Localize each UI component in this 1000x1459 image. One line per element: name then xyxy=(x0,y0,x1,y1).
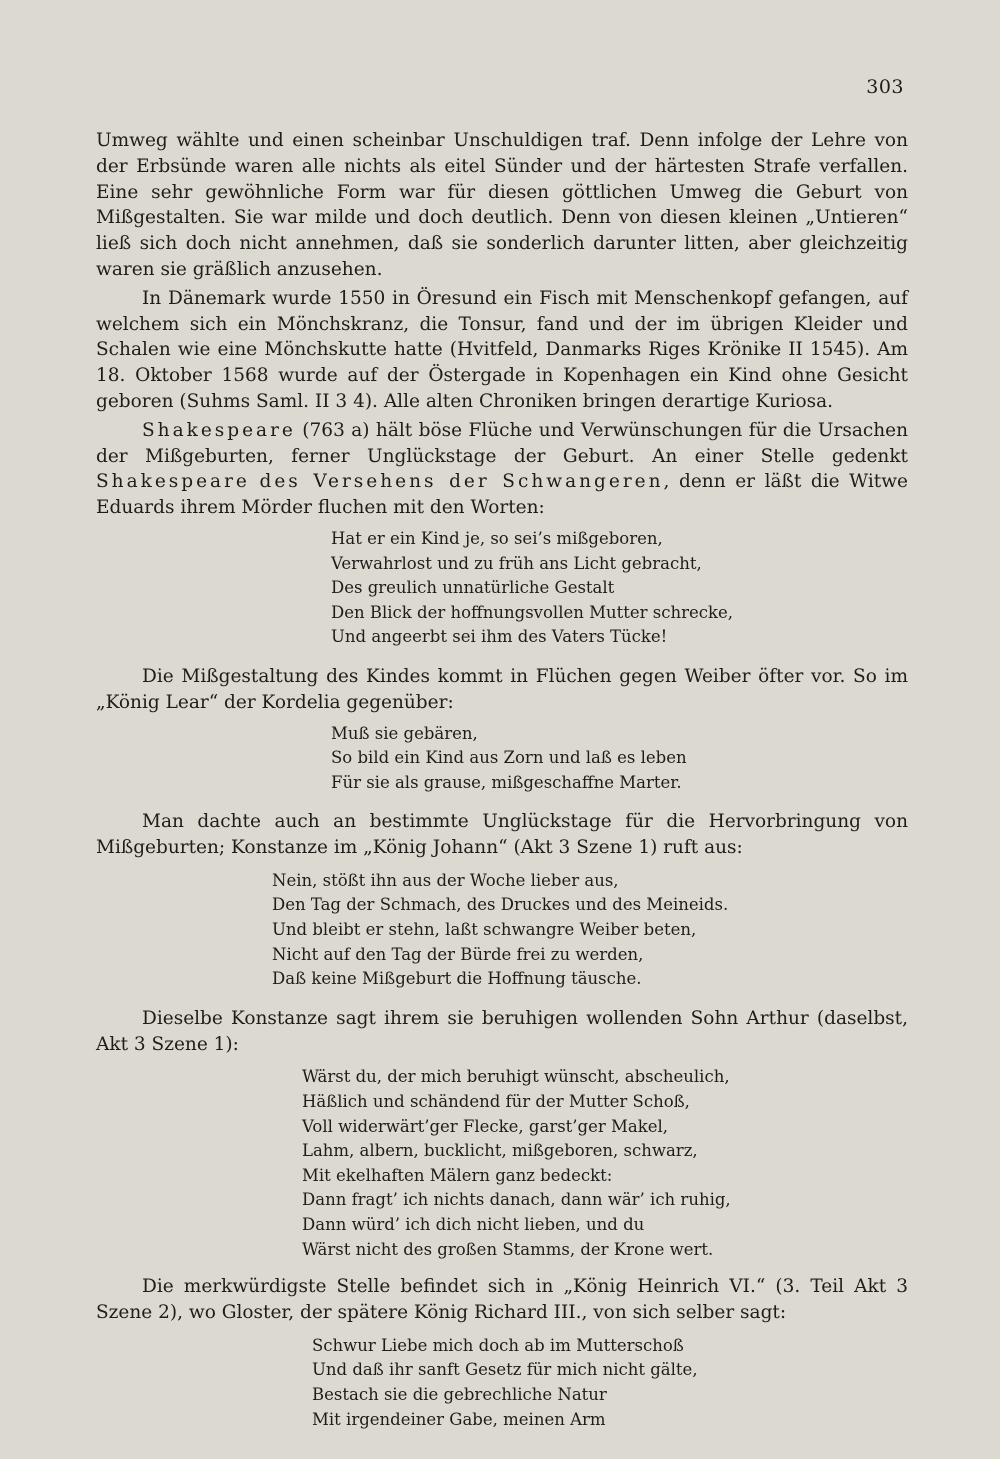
verse-line: Und angeerbt sei ihm des Vaters Tücke! xyxy=(331,627,668,647)
paragraph-3-text-2: , denn er läßt die Witwe Eduards ihrem Mörder fluchen mit den Worten: xyxy=(96,471,909,519)
page-number: 303 xyxy=(866,76,904,98)
paragraph-2: In Dänemark wurde 1550 in Öresund ein Fisch mit Menschenkopf gefangen, auf welchem sich ein Mönchskranz, die Tonsur, fand und der im übrigen Kleider und Schalen wie eine Mönchskutte hatte (Hvitfeld, Danmarks Riges Krönike II 1545). Am 18. Oktober 1568 wurde auf der Östergade in Kopenhagen ein Kind ohne Gesicht geboren (Suhms Saml. II 3 4). Alle alten Chroniken bringen derartige Kuriosa. xyxy=(96,287,908,412)
author-name: Shakespeare xyxy=(96,471,250,493)
verse-line: Muß sie gebären, xyxy=(331,723,478,743)
verse-block-1 xyxy=(96,527,908,650)
verse-line: Schwur Liebe mich doch ab im Mutterschoß xyxy=(312,1335,684,1355)
paragraph-4: Die Mißgestaltung des Kindes kommt in Flüchen gegen Weiber öfter vor. So im „König Lear“ der Kordelia gegenüber: xyxy=(96,665,908,713)
verse-line: Den Blick der hoffnungsvollen Mutter schrecke, xyxy=(331,602,734,622)
paragraph-5: Man dachte auch an bestimmte Unglückstage für die Hervorbringung von Mißgeburten; Konstanze im „König Johann“ (Akt 3 Szene 1) ruft aus: xyxy=(96,811,908,859)
author-name: Shakespeare xyxy=(142,419,296,441)
verse-block-3 xyxy=(96,869,908,992)
verse-line: Voll widerwärt’ger Flecke, garst’ger Makel, xyxy=(302,1116,669,1136)
verse-line: Mit irgendeiner Gabe, meinen Arm xyxy=(312,1409,606,1429)
verse-line: Verwahrlost und zu früh ans Licht gebracht, xyxy=(331,553,702,573)
paragraph-3-text-1: (763 a) hält böse Flüche und Verwünschungen für die Ursachen der Mißgeburten, ferner Unglückstage der Geburt. An einer Stelle gedenkt xyxy=(96,419,908,467)
verse-line: Dann würd’ ich dich nicht lieben, und du xyxy=(302,1215,645,1235)
verse-block-5 xyxy=(96,1334,908,1432)
verse-line: Dann fragt’ ich nichts danach, dann wär’ ich ruhig, xyxy=(302,1190,731,1210)
verse-line: Wärst du, der mich beruhigt wünscht, abscheulich, xyxy=(302,1067,730,1087)
paragraph-3 xyxy=(96,418,908,521)
paragraph-1: Umweg wählte und einen scheinbar Unschuldigen traf. Denn infolge der Lehre von der Erbsünde waren alle nichts als eitel Sünder und der härtesten Strafe verfallen. Eine sehr gewöhnliche Form war für diesen göttlichen Umweg die Geburt von Mißgestalten. Sie war milde und doch deutlich. Denn von diesen kleinen „Untieren“ ließ sich doch nicht annehmen, daß sie sonderlich darunter litten, aber gleichzeitig waren sie gräßlich anzusehen. xyxy=(96,130,908,280)
verse-line: Und bleibt er stehn, laßt schwangre Weiber beten, xyxy=(272,920,697,940)
verse-line: Für sie als grause, mißgeschaffne Marter. xyxy=(331,772,682,792)
paragraph-7: Die merkwürdigste Stelle befindet sich in „König Heinrich VI.“ (3. Teil Akt 3 Szene 2), wo Gloster, der spätere König Richard III., von sich selber sagt: xyxy=(96,1276,908,1323)
verse-block-4 xyxy=(96,1065,908,1262)
verse-line: Den Tag der Schmach, des Druckes und des Meineids. xyxy=(272,895,729,915)
verse-line: Mit ekelhaften Mälern ganz bedeckt: xyxy=(302,1165,613,1185)
verse-line: Daß keine Mißgeburt die Hoffnung täusche. xyxy=(272,969,642,989)
verse-line: So bild ein Kind aus Zorn und laß es leben xyxy=(331,748,687,768)
verse-line: Nein, stößt ihn aus der Woche lieber aus, xyxy=(272,870,619,890)
verse-line: Und daß ihr sanft Gesetz für mich nicht gälte, xyxy=(312,1360,698,1380)
emphasized-phrase: des Versehens der Schwangeren xyxy=(259,471,664,493)
verse-line: Nicht auf den Tag der Bürde frei zu werden, xyxy=(272,944,644,964)
paragraph-6: Dieselbe Konstanze sagt ihrem sie beruhigen wollenden Sohn Arthur (daselbst, Akt 3 Szene 1): xyxy=(96,1007,908,1055)
verse-line: Hat er ein Kind je, so sei’s mißgeboren, xyxy=(331,528,663,548)
verse-line: Wärst nicht des großen Stamms, der Krone wert. xyxy=(302,1239,714,1259)
verse-line: Bestach sie die gebrechliche Natur xyxy=(312,1384,607,1404)
verse-line: Des greulich unnatürliche Gestalt xyxy=(331,578,615,598)
verse-line: Lahm, albern, bucklicht, mißgeboren, schwarz, xyxy=(302,1141,698,1161)
body-text xyxy=(96,128,908,1432)
verse-line: Häßlich und schändend für der Mutter Schoß, xyxy=(302,1092,690,1112)
verse-block-2 xyxy=(96,722,908,796)
